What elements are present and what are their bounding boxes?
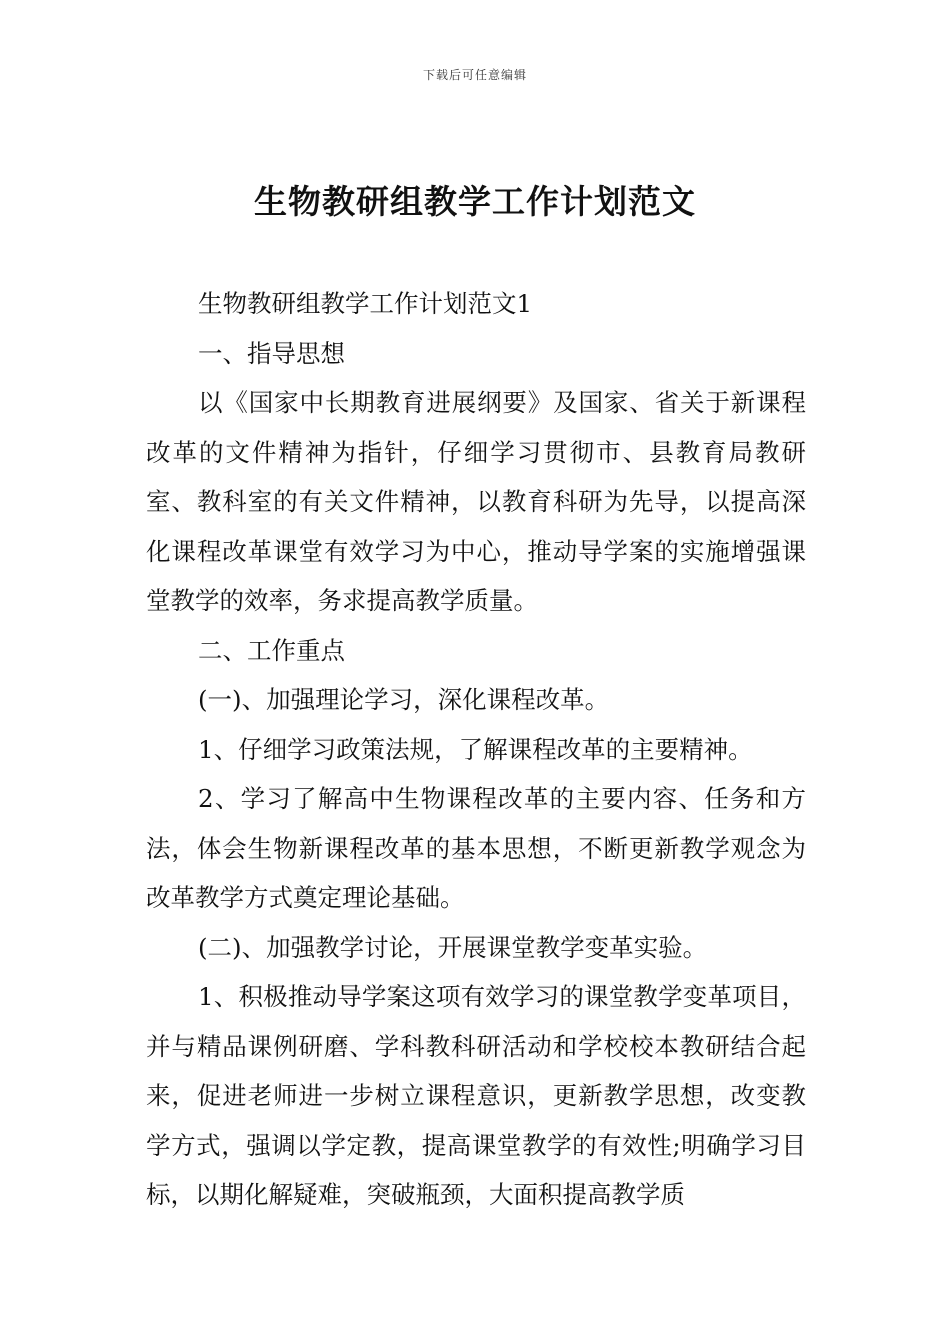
subtitle-paragraph: 生物教研组教学工作计划范文1: [198, 289, 533, 318]
list-item-policy-study: 1、仔细学习政策法规，了解课程改革的主要精神。: [198, 734, 753, 764]
paragraph-guiding-ideology: 以《国家中长期教育进展纲要》及国家、省关于新课程改革的文件精神为指针，仔细学习贯彻市、县教育局教研室、教科室的有关文件精神，以教育科研为先导，以提高深化课程改革课堂有效学习为中心，推动导学案的实施增强课堂教学的效率，务求提高教学质量。: [146, 388, 806, 615]
document-body: [146, 279, 806, 1220]
section-heading-guiding-ideology: 一、指导思想: [198, 338, 345, 368]
list-item-curriculum-reform: 2、学习了解高中生物课程改革的主要内容、任务和方法，体会生物新课程改革的基本思想，不断更新教学观念为改革教学方式奠定理论基础。: [146, 784, 806, 912]
page-header-note: 下载后可任意编辑: [422, 68, 527, 82]
list-item-guided-learning: 1、积极推动导学案这项有效学习的课堂教学变革项目，并与精品课例研磨、学科教科研活动和学校校本教研结合起来，促进老师进一步树立课程意识，更新教学思想，改变教学方式，强调以学定教，提高课堂教学的有效性;明确学习目标，以期化解疑难，突破瓶颈，大面积提高教学质: [146, 982, 806, 1209]
subheading-theory-study: (一)、加强理论学习，深化课程改革。: [198, 685, 610, 714]
document-title: 生物教研组教学工作计划范文: [254, 182, 696, 221]
section-heading-work-focus: 二、工作重点: [198, 635, 345, 665]
subheading-teaching-discussion: (二)、加强教学讨论，开展课堂教学变革实验。: [198, 932, 708, 962]
